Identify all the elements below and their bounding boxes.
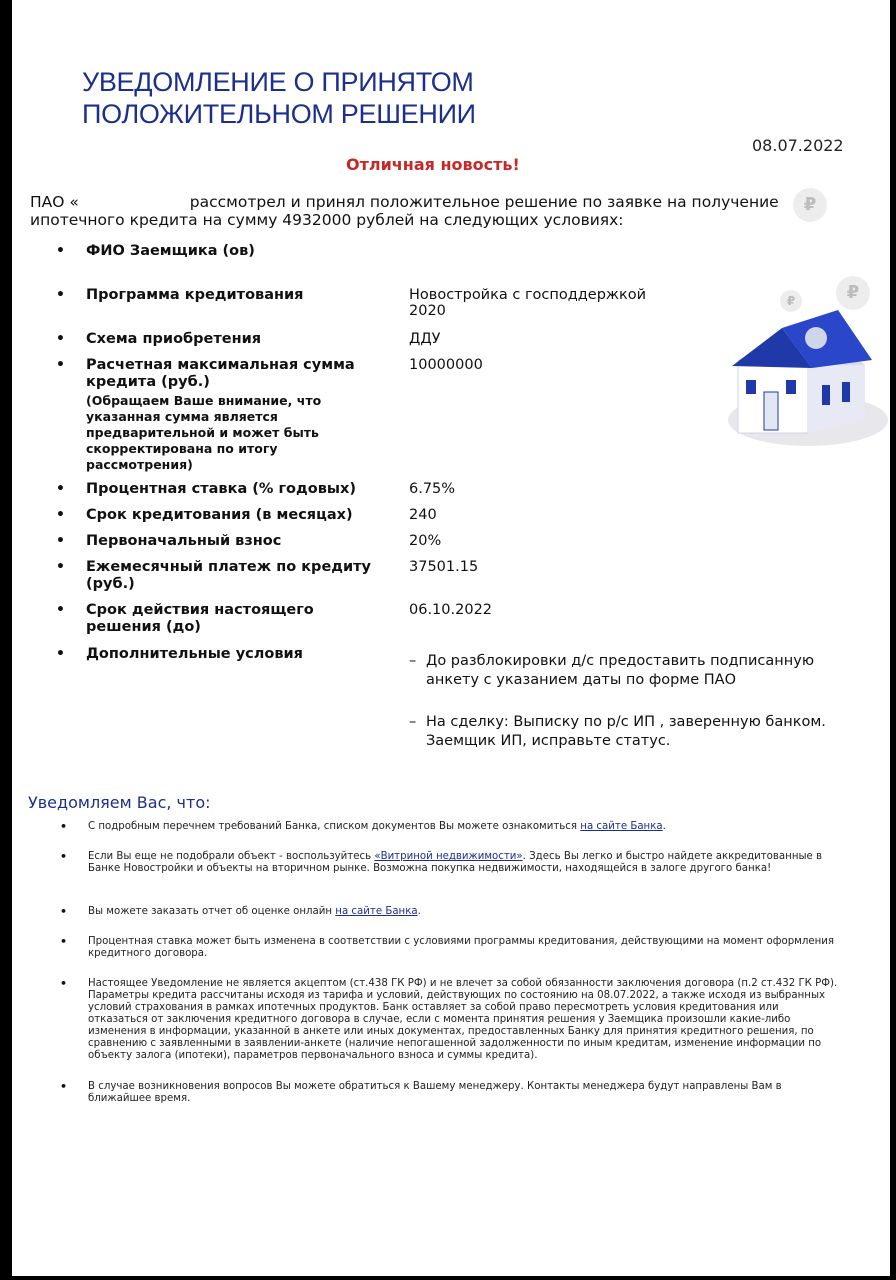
document-date: 08.07.2022: [752, 136, 844, 155]
bottom-border: [0, 1276, 896, 1280]
term-label: Схема приобретения: [86, 331, 262, 347]
notify-heading: Уведомляем Вас, что:: [28, 793, 211, 812]
term-value: ДДУ: [409, 331, 441, 347]
ruble-coin-icon: ₽: [793, 188, 827, 222]
bank-site-link[interactable]: на сайте Банка: [335, 906, 418, 917]
condition-item: – До разблокировки д/с предоставить подписанную анкету с указанием даты по форме ПАО: [409, 653, 815, 688]
term-note: (Обращаем Ваше внимание, что указанная сумма является предварительной и может быть скорректирована по итогу рассмотрения): [86, 393, 322, 472]
bank-site-link[interactable]: на сайте Банка: [580, 821, 663, 832]
notice-requirements: С подробным перечнем требований Банка, списком документов Вы можете ознакомиться на сайте Банка.: [88, 821, 666, 832]
notice-manager: В случае возникновения вопросов Вы можете обратиться к Вашему менеджеру. Контакты менеджера будут направлены Вам в ближайшее время.: [88, 1081, 782, 1104]
term-label: Первоначальный взнос: [86, 533, 282, 549]
term-value: 240: [409, 507, 437, 523]
condition-item: – На сделку: Выписку по р/с ИП , заверенную банком. Заемщик ИП, исправьте статус.: [409, 714, 826, 749]
term-label: Дополнительные условия: [86, 646, 303, 662]
headline: Отличная новость!: [346, 155, 520, 174]
intro-paragraph: ПАО « рассмотрел и принял положительное решение по заявке на получение ипотечного кредита на сумму 4932000 рублей на следующих условиях:: [30, 193, 779, 229]
term-value: Новостройка с господдержкой 2020: [409, 287, 647, 319]
term-label: Процентная ставка (% годовых): [86, 481, 356, 497]
notice-legal: Настоящее Уведомление не является акцептом (ст.438 ГК РФ) и не влечет за собой обязанности заключения договора (п.2 ст.432 ГК РФ). Параметры кредита рассчитаны исходя из тарифа и условий, действующих по состоянию на 08.07.2022, а также исходя из выбранных условий страхования в рамках ипотечных продуктов. Банк оставляет за собой право пересмотреть условия кредитования или отказаться от заключения кредитного договора в случае, если с момента принятия решения у Заемщика произошли какие-либо изменения в информации, указанной в анкете или иных документах, предоставленных Банку для принятия кредитного решения, по сравнению с заявленными в заявлении-анкете (наличие непогашенной задолженности по иным кредитам, изменение информации по объекту залога (ипотеки), параметров первоначального взноса и суммы кредита).: [88, 978, 838, 1061]
right-border: [890, 0, 896, 1280]
ruble-coin-icon: ₽: [780, 290, 802, 312]
real-estate-showcase-link[interactable]: «Витриной недвижимости»: [374, 851, 523, 862]
term-value: 6.75%: [409, 481, 456, 497]
notice-showcase: Если Вы еще не подобрали объект - воспользуйтесь «Витриной недвижимости». Здесь Вы легко и быстро найдете аккредитованные в Банке Новостройки и объекты на вторичном рынке. Возможна покупка недвижимости, находящейся в залоге другого банка!: [88, 851, 823, 874]
notice-rate: Процентная ставка может быть изменена в соответствии с условиями программы кредитования, действующими на момент оформления кредитного договора.: [88, 936, 835, 959]
term-label: ФИО Заемщика (ов): [86, 243, 255, 259]
term-value: 20%: [409, 533, 442, 549]
term-label: Ежемесячный платеж по кредиту (руб.): [86, 559, 372, 592]
ruble-coin-icon: ₽: [836, 276, 870, 310]
notice-appraisal: Вы можете заказать отчет об оценке онлайн на сайте Банка.: [88, 906, 421, 917]
term-value: 06.10.2022: [409, 602, 493, 618]
term-value: 37501.15: [409, 559, 479, 575]
term-label: Срок действия настоящего решения (до): [86, 602, 314, 635]
term-label: Программа кредитования: [86, 287, 304, 303]
term-label: Срок кредитования (в месяцах): [86, 507, 353, 523]
term-value: 10000000: [409, 357, 483, 373]
house-icon: [690, 270, 890, 450]
term-label: Расчетная максимальная сумма кредита (руб.) (Обращаем Ваше внимание, что указанная сумма является предварительной и может быть скорректирована по итогу рассмотрения): [86, 357, 355, 472]
left-border: [0, 0, 12, 1280]
document-title: УВЕДОМЛЕНИЕ О ПРИНЯТОМ ПОЛОЖИТЕЛЬНОМ РЕШЕНИИ: [82, 67, 476, 129]
